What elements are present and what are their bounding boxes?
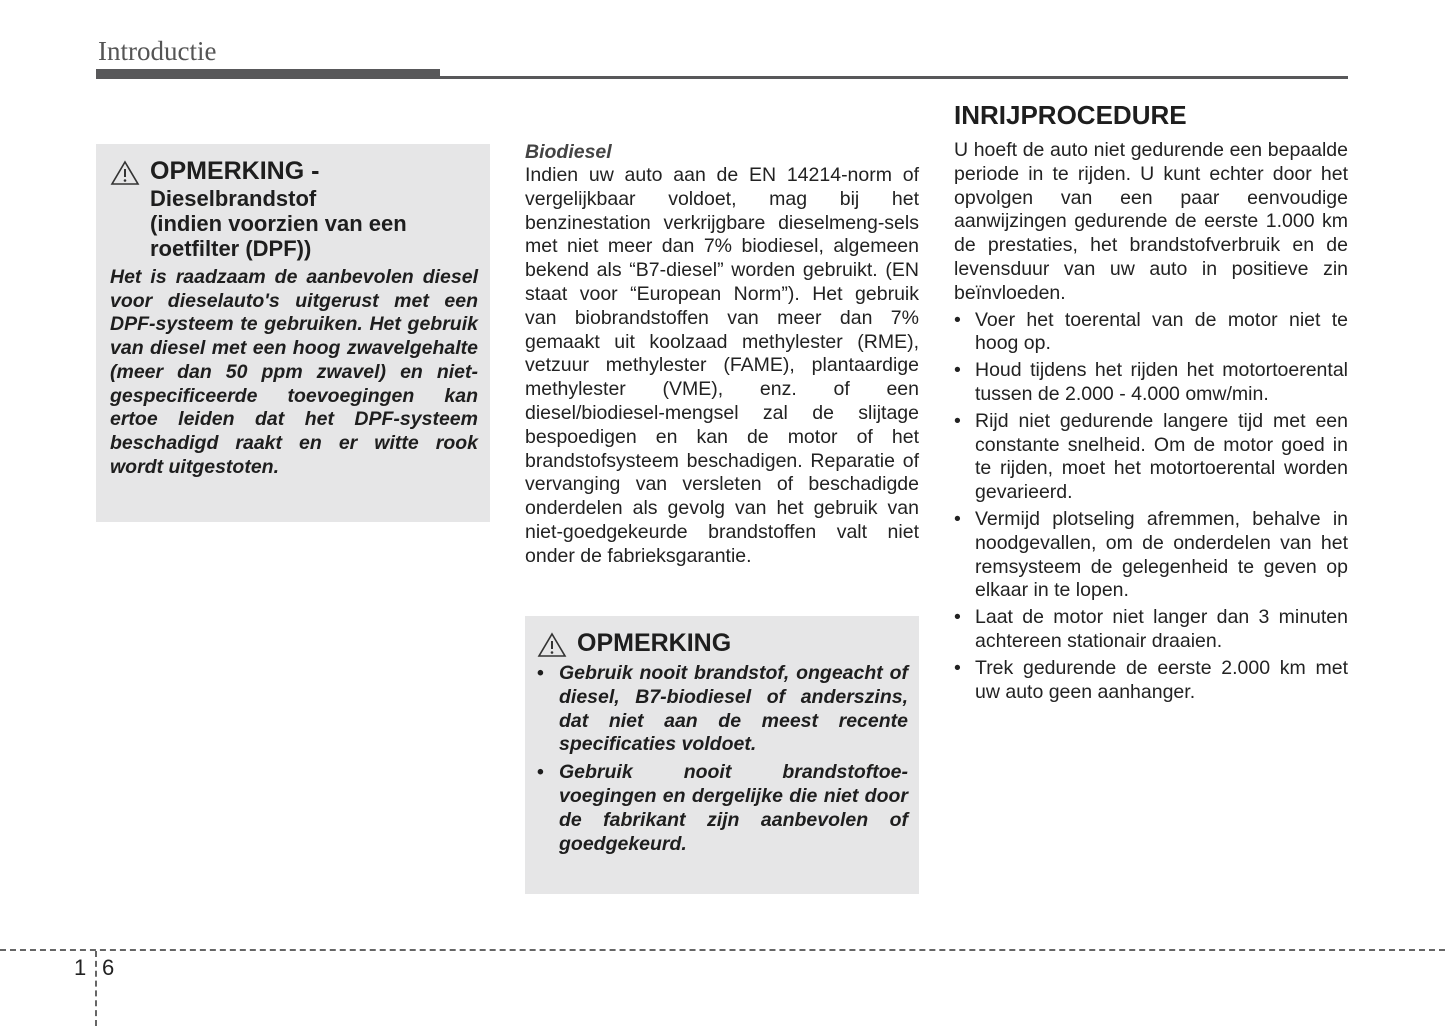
biodiesel-heading: Biodiesel — [525, 141, 612, 163]
breakin-section — [954, 100, 1348, 707]
note-title: OPMERKING — [577, 629, 732, 657]
biodiesel-section — [525, 140, 919, 569]
chapter-number: 1 — [74, 955, 87, 980]
note-body: Het is raadzaam de aanbevolen diesel voor dieselauto's uitgerust met een DPF-systeem te gebruiken. Het gebruik van diesel met een hoog zwavelgehalte (meer dan 50 ppm zwavel) en niet-gespecificeerde toevoegingen kan ertoe leiden dat het DPF-systeem beschadigd raakt en er witte rook wordt uitgestoten. — [110, 266, 478, 478]
biodiesel-text: Indien uw auto aan de EN 14214-norm of vergelijkbaar voldoet, mag bij het benzinestation verkrijgbare dieselmeng-sels met niet meer dan 7% biodiesel, algemeen bekend als “B7-diesel” worden gebruikt. (EN staat voor “European Norm”). Het gebruik van biobrandstoffen van meer dan 7% gemaakt uit koolzaad methylester (RME), vetzuur methylester (FAME), plantaardige methylester (VME), enz. of een diesel/biodiesel-mengsel zal de slijtage bespoedigen en kan de motor of het brandstofsysteem beschadigen. Reparatie of vervanging van versleten of beschadigde onderdelen als gevolg van het gebruik van niet-goedgekeurde brandstoffen valt niet onder de fabrieksgarantie. — [525, 164, 919, 567]
list-item: • Gebruik nooit brandstof, ongeacht of diesel, B7-biodiesel of anderszins, dat niet aan de meest recente specificaties voldoet. — [537, 662, 908, 757]
list-item: • Trek gedurende de eerste 2.000 km met uw auto geen aanhanger. — [954, 657, 1348, 705]
list-item: • Laat de motor niet langer dan 3 minuten achtereen stationair draaien. — [954, 606, 1348, 654]
note-box-diesel — [96, 144, 490, 522]
breakin-intro: U hoeft de auto niet gedurende een bepaalde periode in te rijden. U kunt echter door het opvolgen van een paar eenvoudige aanwijzingen gedurende de eerste 1.000 km de prestaties, het brandstofverbruik en de levensduur van uw auto in positieve zin beïnvloeden. — [954, 139, 1348, 304]
note-header — [110, 158, 478, 186]
list-item: • Gebruik nooit brandstoftoe-voegingen en dergelijke die niet door de fabrikant zijn aanbevolen of goedgekeurd. — [537, 761, 908, 856]
page-header-title: Introductie — [98, 36, 217, 66]
list-item: • Voer het toerental van de motor niet te hoog op. — [954, 309, 1348, 357]
note-subtitle-line: (indien voorzien van een — [150, 211, 407, 236]
note-title: OPMERKING - — [150, 157, 320, 185]
note-box-fuel — [525, 616, 919, 894]
note-header — [537, 630, 908, 658]
note-subtitle-line: roetfilter (DPF)) — [150, 236, 312, 261]
warning-triangle-icon — [537, 632, 567, 658]
footer-vertical-divider — [95, 951, 97, 1026]
note-list — [537, 662, 908, 856]
list-item: • Rijd niet gedurende langere tijd met een constante snelheid. Om de motor goed in te rijden, moet het motortoerental worden gevarieerd. — [954, 410, 1348, 505]
warning-triangle-icon — [110, 160, 140, 186]
header-bar-accent — [96, 69, 440, 79]
breakin-list — [954, 309, 1348, 705]
footer-divider — [0, 949, 1445, 951]
list-item: • Houd tijdens het rijden het motortoerental tussen de 2.000 - 4.000 omw/min. — [954, 359, 1348, 407]
header-rule — [440, 76, 1348, 79]
page-number: 6 — [102, 955, 115, 980]
note-subtitle-line: Dieselbrandstof — [150, 186, 317, 211]
list-item: • Vermijd plotseling afremmen, behalve in noodgevallen, om de onderdelen van het remsysteem de gelegenheid te geven op elkaar in te lopen. — [954, 508, 1348, 603]
section-title: INRIJPROCEDURE — [954, 100, 1187, 130]
